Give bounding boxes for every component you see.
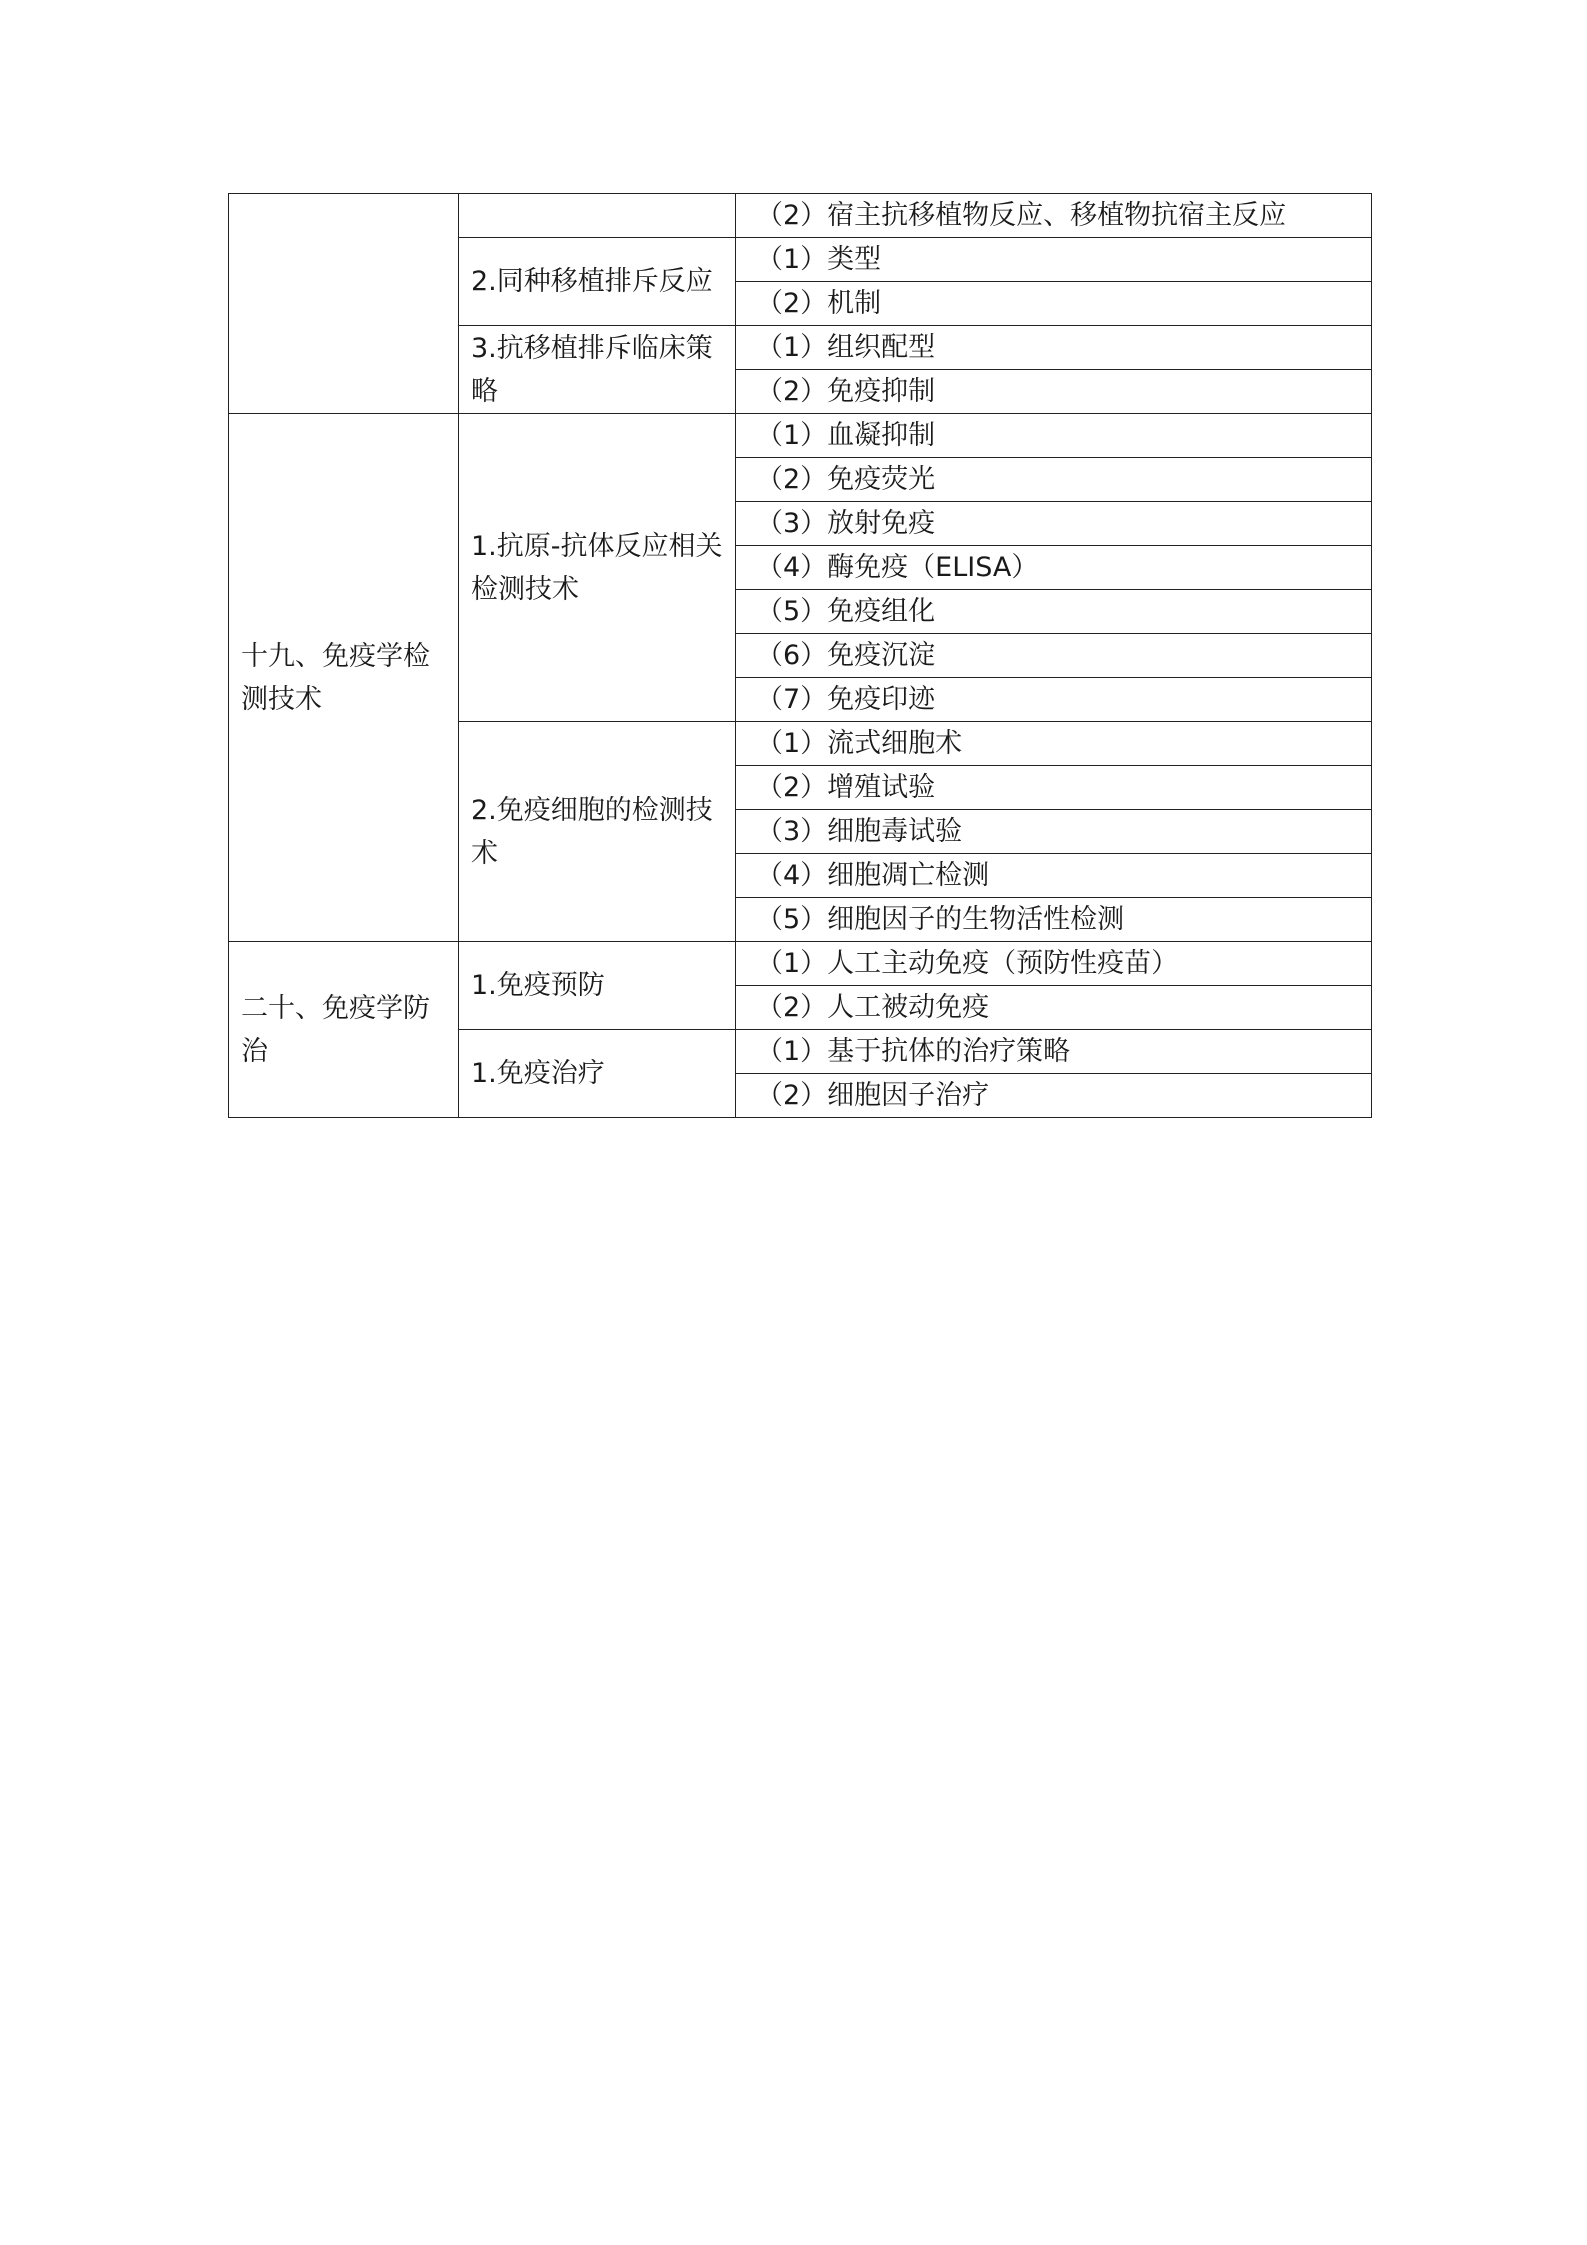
item-cell: （3）放射免疫 (736, 502, 1372, 546)
item-cell: （3）细胞毒试验 (736, 810, 1372, 854)
topic-title-cell: 1.抗原-抗体反应相关检测技术 (459, 414, 736, 722)
item-cell: （2）增殖试验 (736, 766, 1372, 810)
table-row (229, 942, 1372, 986)
topic-title-cell: 1.免疫预防 (459, 942, 736, 1030)
item-cell: （7）免疫印迹 (736, 678, 1372, 722)
table-row (229, 194, 1372, 238)
item-cell: （4）酶免疫（ELISA） (736, 546, 1372, 590)
item-cell: （1）组织配型 (736, 326, 1372, 370)
item-cell: （2）细胞因子治疗 (736, 1074, 1372, 1118)
item-cell: （2）机制 (736, 282, 1372, 326)
topic-title-cell: 2.同种移植排斥反应 (459, 238, 736, 326)
item-cell: （5）细胞因子的生物活性检测 (736, 898, 1372, 942)
table-row (229, 414, 1372, 458)
item-cell: （2）人工被动免疫 (736, 986, 1372, 1030)
item-cell: （1）基于抗体的治疗策略 (736, 1030, 1372, 1074)
item-cell: （1）流式细胞术 (736, 722, 1372, 766)
section-title-cell (229, 194, 459, 414)
topic-title-cell: 3.抗移植排斥临床策略 (459, 326, 736, 414)
item-cell: （5）免疫组化 (736, 590, 1372, 634)
section-title-cell: 二十、免疫学防治 (229, 942, 459, 1118)
item-cell: （4）细胞凋亡检测 (736, 854, 1372, 898)
item-cell: （1）类型 (736, 238, 1372, 282)
item-cell: （1）血凝抑制 (736, 414, 1372, 458)
item-cell: （2）免疫抑制 (736, 370, 1372, 414)
syllabus-table-body (229, 194, 1372, 1118)
topic-title-cell: 1.免疫治疗 (459, 1030, 736, 1118)
item-cell: （6）免疫沉淀 (736, 634, 1372, 678)
topic-title-cell (459, 194, 736, 238)
item-cell: （2）宿主抗移植物反应、移植物抗宿主反应 (736, 194, 1372, 238)
section-title-cell: 十九、免疫学检测技术 (229, 414, 459, 942)
topic-title-cell: 2.免疫细胞的检测技术 (459, 722, 736, 942)
item-cell: （2）免疫荧光 (736, 458, 1372, 502)
syllabus-table (228, 193, 1372, 1118)
item-cell: （1）人工主动免疫（预防性疫苗） (736, 942, 1372, 986)
